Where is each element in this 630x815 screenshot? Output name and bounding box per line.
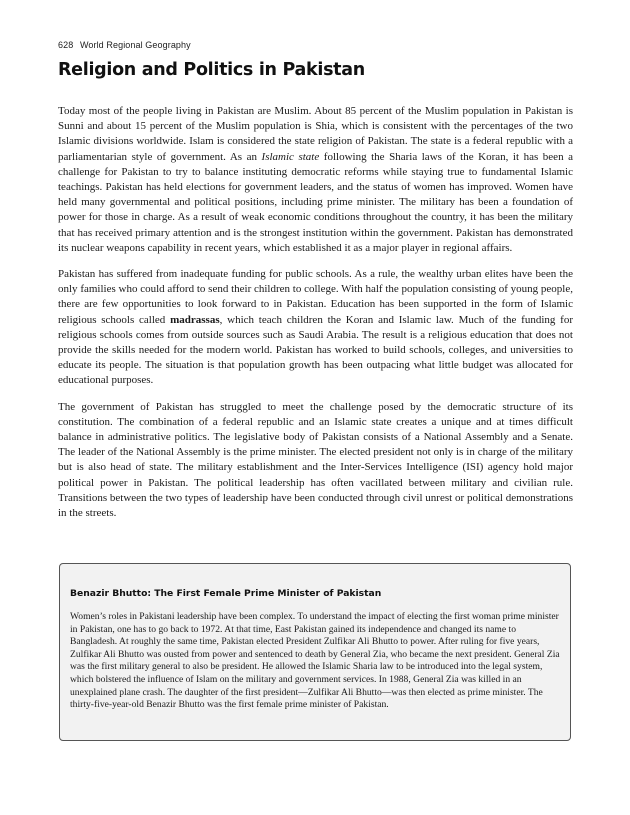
body-text bbox=[58, 104, 573, 532]
section-title: Religion and Politics in Pakistan bbox=[58, 60, 365, 80]
feature-box-text: Women’s roles in Pakistani leadership have been complex. To understand the impact of electing the first woman prime minister in Pakistan, one has to go back to 1972. At that time, East Pakistan gained its independence and changed its name to Bangladesh. At roughly the same time, Pakistan elected President Zulfikar Ali Bhutto to power. After ruling for five years, Zulfikar Ali Bhutto was ousted from power and sentenced to death by General Zia, who became the next president. General Zia was the first military general to also be president. He allowed the Islamic Sharia law to be introduced into the legal system, which bolstered the influence of Islam on the military and government services. In 1988, General Zia was killed in an unexplained plane crash. The daughter of the first president—Zulfikar Ali Bhutto—was then elected as prime minister. The thirty-five-year-old Benazir Bhutto was the first female prime minister of Pakistan. bbox=[70, 611, 560, 711]
paragraph-1 bbox=[58, 104, 573, 256]
running-header bbox=[58, 40, 191, 50]
term-islamic-state: Islamic state bbox=[261, 150, 320, 163]
paragraph-2-text-a: Pakistan has suffered from inadequate funding for public schools. As a rule, the wealthy urban elites have been the only families who could afford to send their children to college. With half the population consisting of young people, there are few opportunities to look forward to in Pakistan. Education has been supported in the form of Islamic religious schools called bbox=[58, 268, 573, 326]
paragraph-1-text-b: following the Sharia laws of the Koran, it has been a challenge for Pakistan to try to balance instituting democratic reforms while staying true to fundamental Islamic teachings. Pakistan has held elections for government leaders, and the status of women has improved. Women have held many governmental and political positions, including prime minister. The military has been a foundation of power for those in charge. As a result of weak economic conditions throughout the country, it has been the military that has received primary attention and is the strongest institution within the government. Pakistan has demonstrated its nuclear weapons capability in recent years, which established it as a major player in regional affairs. bbox=[58, 150, 573, 254]
term-madrassas: madrassas bbox=[170, 313, 220, 326]
book-title: World Regional Geography bbox=[79, 40, 191, 50]
feature-box-title: Benazir Bhutto: The First Female Prime Minister of Pakistan bbox=[70, 588, 382, 599]
page-number: 628 bbox=[58, 40, 74, 50]
feature-box bbox=[59, 563, 571, 741]
paragraph-1-text-a: Today most of the people living in Pakistan are Muslim. About 85 percent of the Muslim population in Pakistan is Sunni and about 15 percent of the Muslim population is Shia, which is consistent with the percentages of the two Islamic divisions worldwide. Islam is considered the state religion of Pakistan. The state is a federal republic with a parliamentarian style of government. As an bbox=[58, 105, 573, 163]
paragraph-2-text-b: , which teach children the Koran and Islamic law. Much of the funding for religious schools comes from outside sources such as Saudi Arabia. The result is a religious education that does not provide the skills needed for the modern world. Pakistan has worked to build schools, colleges, and universities to educate its people. The situation is that population growth has been outpacing what little budget was allocated for educational purposes. bbox=[58, 313, 573, 387]
paragraph-2 bbox=[58, 267, 573, 389]
paragraph-3: The government of Pakistan has struggled to meet the challenge posed by the democratic structure of its constitution. The combination of a federal republic and an Islamic state creates a unique and at times difficult balance in administrative politics. The legislative body of Pakistan consists of a National Assembly and a Senate. The leader of the National Assembly is the prime minister. The elected president not only is in charge of the military but is also head of state. The military establishment and the Inter-Services Intelligence (ISI) agency hold major political power in Pakistan. The political leadership has often vacillated between military and civilian rule. Transitions between the two types of leadership have been conducted through civil unrest or political demonstrations in the streets. bbox=[58, 400, 573, 520]
